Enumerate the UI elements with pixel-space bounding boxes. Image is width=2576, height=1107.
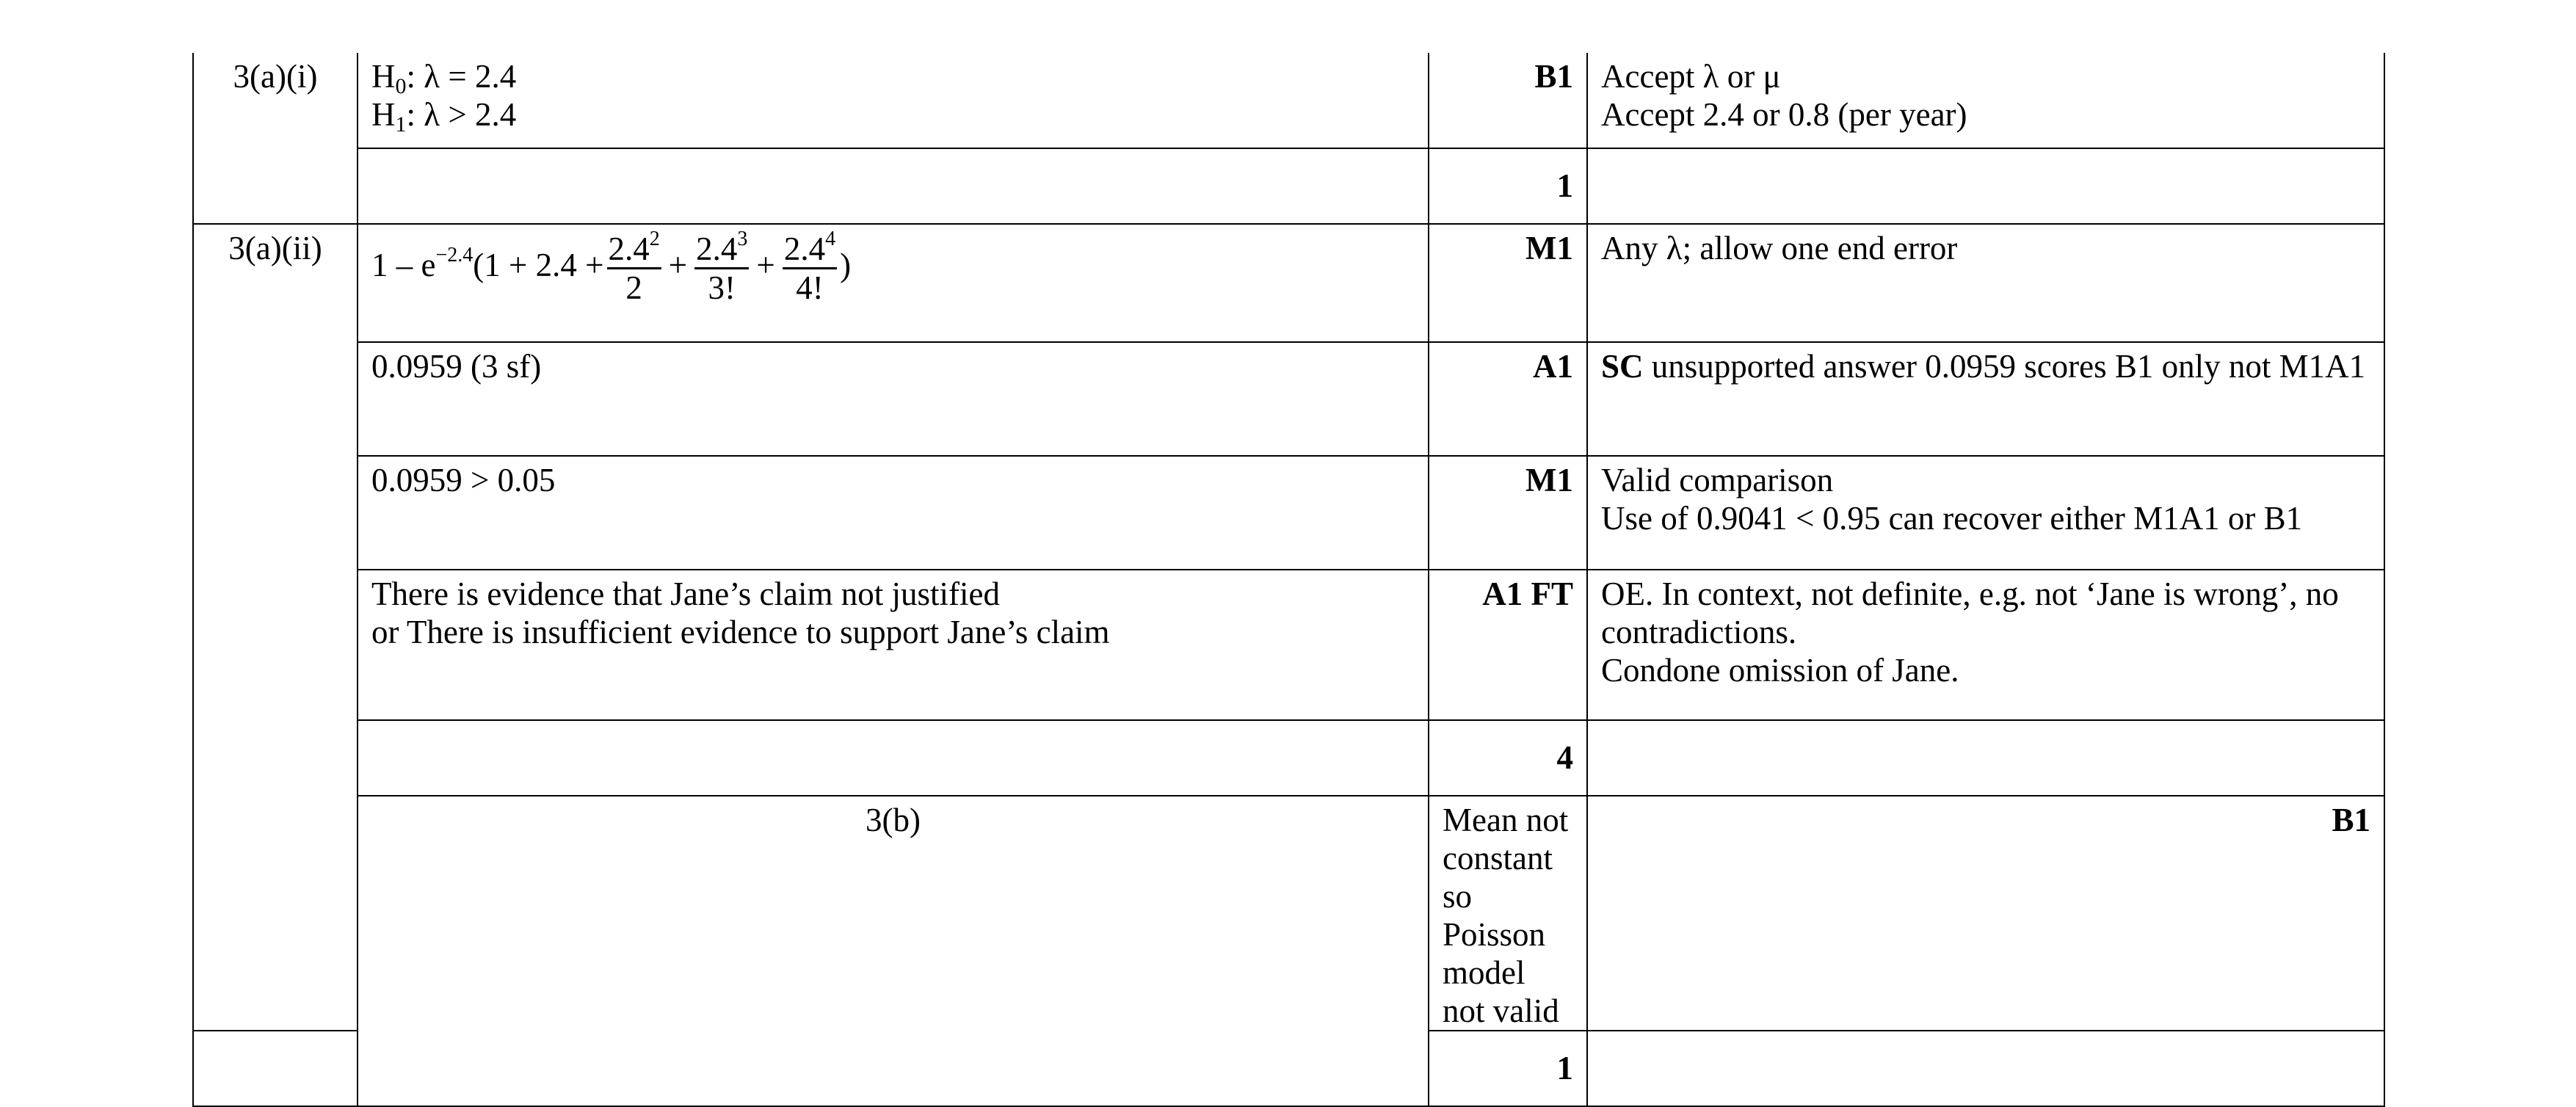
comment-cell: Accept λ or μ Accept 2.4 or 0.8 (per year) — [1587, 53, 2384, 148]
answer-cell: There is evidence that Jane’s claim not justified or There is insufficient evidence to support Jane’s claim — [358, 570, 1429, 720]
alternative-hypothesis: $H_1$: λ > 2.4 — [371, 96, 517, 137]
table-row-total — [193, 148, 2384, 224]
answer-cell-empty — [193, 1031, 358, 1106]
comment-cell: Valid comparison Use of 0.9041 < 0.95 can recover either M1A1 or B1 — [1587, 456, 2384, 570]
answer-cell — [358, 224, 1429, 342]
null-hypothesis: $H_0$: λ = 2.4 — [371, 58, 517, 98]
total-mark-cell: 1 — [1429, 1031, 1587, 1106]
total-mark-cell: 1 — [1429, 148, 1587, 224]
question-number: 3(a)(ii) — [193, 224, 358, 1031]
mark-cell: B1 — [1587, 796, 2384, 1031]
answer-cell — [358, 53, 1429, 148]
answer-cell-empty — [358, 720, 1429, 796]
comment-cell-empty — [1587, 148, 2384, 224]
special-case-label: SC — [1601, 348, 1644, 385]
fraction-term-1: $\frac{2.4^2}{2}$ — [608, 228, 660, 306]
table-row — [193, 342, 2384, 456]
answer-cell-empty — [358, 148, 1429, 224]
question-number: 3(b) — [358, 796, 1429, 1106]
answer-cell: Mean not constant so Poisson model not valid — [1429, 796, 1587, 1031]
table-row — [193, 224, 2384, 342]
poisson-formula: $1 - e^{-2.4}(1 + 2.4$ + $\frac{2.4^2}{2}$ + $\frac{2.4^3}{3!}$ + $\frac{2.4^4}{4!}$ ) — [371, 228, 852, 306]
mark-cell: A1 FT — [1429, 570, 1587, 720]
answer-cell: 0.0959 > 0.05 — [358, 456, 1429, 570]
table-row — [193, 796, 2384, 1031]
comment-cell: OE. In context, not definite, e.g. not ‘Jane is wrong’, no contradictions. Condone omission of Jane. — [1587, 570, 2384, 720]
comment-cell-empty — [1587, 1031, 2384, 1106]
total-mark-cell: 4 — [1429, 720, 1587, 796]
table-row — [193, 570, 2384, 720]
mark-cell: B1 — [1429, 53, 1587, 148]
mark-cell: M1 — [1429, 224, 1587, 342]
fraction-term-2: $\frac{2.4^3}{3!}$ — [696, 228, 748, 306]
mark-cell: A1 — [1429, 342, 1587, 456]
fraction-term-3: $\frac{2.4^4}{4!}$ — [783, 228, 836, 306]
mark-cell: M1 — [1429, 456, 1587, 570]
table-row — [193, 456, 2384, 570]
table-row-total — [193, 720, 2384, 796]
question-number: 3(a)(i) — [193, 53, 358, 224]
comment-cell: SC unsupported answer 0.0959 scores B1 only not M1A1 — [1587, 342, 2384, 456]
comment-cell-empty — [1587, 720, 2384, 796]
table-row — [193, 53, 2384, 148]
mark-scheme-table — [192, 53, 2385, 1107]
comment-cell: Any λ; allow one end error — [1587, 224, 2384, 342]
answer-cell: 0.0959 (3 sf) — [358, 342, 1429, 456]
